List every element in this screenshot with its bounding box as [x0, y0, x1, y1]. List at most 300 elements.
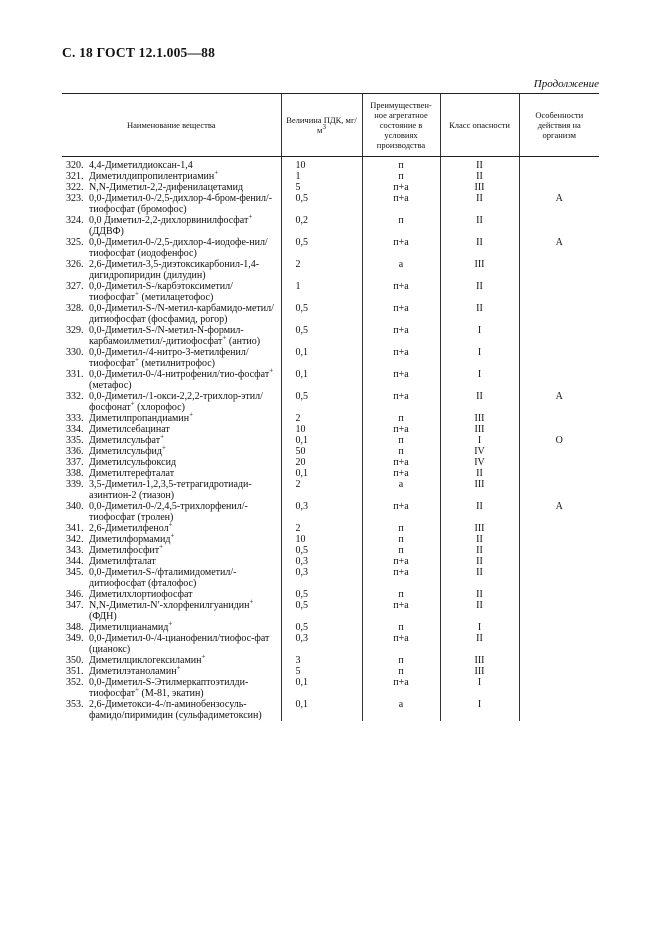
substance-entry	[66, 347, 277, 369]
row-number: 342.	[66, 534, 84, 545]
state-cell: а	[362, 699, 440, 721]
substance-entry	[66, 410, 277, 424]
hazard-class-cell: II	[440, 556, 519, 567]
column-header-features: Особенности действия на организм	[519, 94, 599, 157]
hazard-class-cell: I	[440, 699, 519, 721]
hazard-class-cell: II	[440, 193, 519, 215]
row-number: 328.	[66, 303, 84, 314]
column-header-name: Наименование вещества	[62, 94, 281, 157]
features-cell: А	[519, 501, 599, 523]
state-cell: п	[362, 655, 440, 666]
pdk-cell: 0,5	[281, 622, 362, 633]
pdk-cell: 0,3	[281, 556, 362, 567]
state-cell: п	[362, 622, 440, 633]
state-cell: п+а	[362, 677, 440, 699]
hazard-class-cell: I	[440, 325, 519, 347]
substance-entry	[66, 633, 277, 655]
substance-cell	[62, 168, 281, 182]
hazard-class-cell: II	[440, 468, 519, 479]
features-cell	[519, 281, 599, 303]
hazard-class-cell: II	[440, 545, 519, 556]
page-header: С. 18 ГОСТ 12.1.005—88	[62, 45, 216, 60]
features-cell	[519, 633, 599, 655]
substance-entry	[66, 567, 277, 589]
features-cell	[519, 545, 599, 556]
substance-cell	[62, 468, 281, 479]
row-number: 349.	[66, 633, 84, 644]
substance-cell	[62, 589, 281, 600]
pdk-cell: 3	[281, 655, 362, 666]
substance-entry	[66, 542, 277, 556]
substance-entry	[66, 589, 277, 600]
hazard-class-cell: I	[440, 369, 519, 391]
row-number: 339.	[66, 479, 84, 490]
features-cell	[519, 347, 599, 369]
features-cell	[519, 303, 599, 325]
substance-name: 0,0-Диметил-S-Этилмеркаптоэтилди-тиофосфат+ (М-81, экатин)	[89, 677, 249, 699]
features-cell	[519, 325, 599, 347]
row-number: 346.	[66, 589, 84, 600]
table-row	[62, 325, 599, 347]
state-cell: п	[362, 215, 440, 237]
table-row	[62, 391, 599, 413]
table-row	[62, 501, 599, 523]
substance-entry	[66, 193, 277, 215]
substance-entry	[66, 699, 277, 721]
row-number: 343.	[66, 545, 84, 556]
hazard-class-cell: III	[440, 182, 519, 193]
row-number: 341.	[66, 523, 84, 534]
substance-cell	[62, 542, 281, 556]
state-cell: п+а	[362, 369, 440, 391]
state-cell: п	[362, 589, 440, 600]
substance-cell	[62, 157, 281, 172]
pdk-cell: 1	[281, 281, 362, 303]
row-number: 326.	[66, 259, 84, 270]
features-cell	[519, 479, 599, 501]
substance-name: 2,6-Диметилфенол+	[89, 520, 173, 534]
state-cell: п	[362, 413, 440, 424]
pdk-cell: 2	[281, 523, 362, 534]
state-cell: п+а	[362, 347, 440, 369]
features-cell	[519, 171, 599, 182]
substance-cell	[62, 237, 281, 259]
substance-entry	[66, 432, 277, 446]
state-cell: п+а	[362, 457, 440, 468]
substance-cell	[62, 424, 281, 435]
table-row	[62, 171, 599, 182]
substance-entry	[66, 531, 277, 545]
state-cell: п+а	[362, 193, 440, 215]
features-cell: А	[519, 237, 599, 259]
state-cell: п+а	[362, 281, 440, 303]
substance-cell	[62, 619, 281, 633]
table-row	[62, 677, 599, 699]
state-cell: п+а	[362, 468, 440, 479]
pdk-cell: 0,3	[281, 633, 362, 655]
state-cell: а	[362, 259, 440, 281]
hazard-class-cell: III	[440, 666, 519, 677]
pdk-cell: 5	[281, 182, 362, 193]
substance-entry	[66, 259, 277, 281]
substance-cell	[62, 457, 281, 468]
hazard-class-cell: I	[440, 347, 519, 369]
substance-entry	[66, 168, 277, 182]
hazard-class-cell: II	[440, 215, 519, 237]
pdk-cell: 0,1	[281, 435, 362, 446]
state-cell: п	[362, 446, 440, 457]
substance-name: 0,0-Диметил-0-/4-цианофенил/тиофос-фат (цианокс)	[89, 633, 270, 655]
features-cell: А	[519, 193, 599, 215]
substance-cell	[62, 391, 281, 413]
table-row	[62, 666, 599, 677]
pdk-cell: 20	[281, 457, 362, 468]
pdk-cell: 5	[281, 666, 362, 677]
hazard-class-cell: IV	[440, 446, 519, 457]
features-cell	[519, 369, 599, 391]
substance-entry	[66, 457, 277, 468]
substance-cell	[62, 677, 281, 699]
substance-name: 2,6-Диметил-3,5-диэтоксикарбонил-1,4-дигидропиридин (дилудин)	[89, 259, 260, 281]
substance-cell	[62, 699, 281, 721]
substance-entry	[66, 663, 277, 677]
continuation-label: Продолжение	[533, 78, 599, 90]
table-row	[62, 182, 599, 193]
substance-name: Диметилсульфоксид	[89, 457, 177, 468]
pdk-cell: 0,3	[281, 501, 362, 523]
hazard-class-cell: II	[440, 600, 519, 622]
substance-cell	[62, 366, 281, 391]
table-row	[62, 622, 599, 633]
substance-name: Диметилдипропилентриамин+	[89, 168, 219, 182]
substance-name: 3,5-Диметил-1,2,3,5-тетрагидротиади-азинтион-2 (тиазон)	[89, 479, 252, 501]
row-number: 352.	[66, 677, 84, 688]
state-cell: п+а	[362, 237, 440, 259]
substance-name: Диметилтерефталат	[89, 468, 175, 479]
row-number: 338.	[66, 468, 84, 479]
state-cell: п+а	[362, 325, 440, 347]
row-number: 344.	[66, 556, 84, 567]
substance-cell	[62, 531, 281, 545]
state-cell: п	[362, 435, 440, 446]
hazard-class-cell: II	[440, 281, 519, 303]
hazard-class-cell: I	[440, 435, 519, 446]
pdk-cell: 50	[281, 446, 362, 457]
substance-entry	[66, 303, 277, 325]
hazard-class-cell: II	[440, 633, 519, 655]
substance-cell	[62, 567, 281, 589]
row-number: 336.	[66, 446, 84, 457]
table-row	[62, 589, 599, 600]
state-cell: а	[362, 479, 440, 501]
row-number: 327.	[66, 281, 84, 292]
features-cell	[519, 677, 599, 699]
substance-cell	[62, 212, 281, 237]
features-cell	[519, 600, 599, 622]
row-number: 331.	[66, 369, 84, 380]
substance-name: Диметилциклогексиламин+	[89, 652, 206, 666]
row-number: 345.	[66, 567, 84, 578]
state-cell: п+а	[362, 600, 440, 622]
features-cell	[519, 589, 599, 600]
table-row	[62, 600, 599, 622]
pdk-cell: 0,1	[281, 468, 362, 479]
substance-name: 0,0 Диметил-2,2-дихлорвинилфосфат+ (ДДВФ)	[89, 212, 253, 237]
substance-entry	[66, 325, 277, 347]
features-cell	[519, 424, 599, 435]
substance-name: Диметилхлортиофосфат	[89, 589, 193, 600]
hazard-class-cell: II	[440, 237, 519, 259]
row-number: 320.	[66, 160, 84, 171]
substance-cell	[62, 443, 281, 457]
features-cell	[519, 215, 599, 237]
pdk-cell: 2	[281, 479, 362, 501]
row-number: 337.	[66, 457, 84, 468]
state-cell: п	[362, 171, 440, 182]
row-number: 348.	[66, 622, 84, 633]
table-row	[62, 424, 599, 435]
table-row	[62, 633, 599, 655]
pdk-cell: 0,1	[281, 347, 362, 369]
hazard-class-cell: IV	[440, 457, 519, 468]
table-row	[62, 435, 599, 446]
features-cell	[519, 666, 599, 677]
features-cell: А	[519, 391, 599, 413]
table-row	[62, 457, 599, 468]
substance-cell	[62, 479, 281, 501]
pdk-cell: 0,3	[281, 567, 362, 589]
pdk-cell: 0,5	[281, 600, 362, 622]
table-row	[62, 281, 599, 303]
substance-entry	[66, 424, 277, 435]
substance-name: Диметилэтаноламин+	[89, 663, 181, 677]
hazard-class-cell: III	[440, 424, 519, 435]
pdk-cell: 0,1	[281, 369, 362, 391]
row-number: 330.	[66, 347, 84, 358]
row-number: 347.	[66, 600, 84, 611]
row-number: 353.	[66, 699, 84, 710]
substance-cell	[62, 663, 281, 677]
substance-cell	[62, 281, 281, 303]
hazard-class-cell: II	[440, 589, 519, 600]
hazard-class-cell: II	[440, 501, 519, 523]
table-row	[62, 545, 599, 556]
substance-name: Диметилсульфат+	[89, 432, 165, 446]
row-number: 340.	[66, 501, 84, 512]
substance-name: Диметилформамид+	[89, 531, 175, 545]
substances-table	[62, 93, 599, 721]
state-cell: п+а	[362, 391, 440, 413]
substance-entry	[66, 468, 277, 479]
table-row	[62, 259, 599, 281]
substance-entry	[66, 556, 277, 567]
substance-entry	[66, 391, 277, 413]
hazard-class-cell: I	[440, 677, 519, 699]
row-number: 332.	[66, 391, 84, 402]
hazard-class-cell: I	[440, 622, 519, 633]
state-cell: п	[362, 534, 440, 545]
hazard-class-cell: II	[440, 567, 519, 589]
state-cell: п+а	[362, 556, 440, 567]
features-cell	[519, 446, 599, 457]
substance-entry	[66, 212, 277, 237]
substance-name: Диметилфосфит+	[89, 542, 164, 556]
substance-name: Диметилпропандиамин+	[89, 410, 194, 424]
state-cell: п+а	[362, 501, 440, 523]
pdk-cell: 10	[281, 157, 362, 172]
table-row	[62, 534, 599, 545]
hazard-class-cell: II	[440, 534, 519, 545]
table-row	[62, 157, 599, 172]
substance-cell	[62, 432, 281, 446]
row-number: 325.	[66, 237, 84, 248]
pdk-cell: 10	[281, 534, 362, 545]
pdk-cell: 0,5	[281, 303, 362, 325]
row-number: 329.	[66, 325, 84, 336]
features-cell	[519, 413, 599, 424]
table-row	[62, 468, 599, 479]
substance-name: 0,0-Диметил-S-/N-метил-карбамидо-метил/дитиофосфат (фосфамид, рогор)	[89, 303, 274, 325]
features-cell	[519, 699, 599, 721]
substance-cell	[62, 303, 281, 325]
substance-name: 0,0-Диметил-/4-нитро-3-метилфенил/тиофосфат+ (метилнитрофос)	[89, 347, 249, 369]
table-row	[62, 699, 599, 721]
row-number: 324.	[66, 215, 84, 226]
features-cell	[519, 567, 599, 589]
substance-name: 0,0-Диметил-0-/2,4,5-трихлорфенил/-тиофосфат (тролен)	[89, 501, 248, 523]
pdk-cell: 0,5	[281, 237, 362, 259]
features-cell	[519, 556, 599, 567]
features-cell	[519, 523, 599, 534]
table-row	[62, 303, 599, 325]
row-number: 323.	[66, 193, 84, 204]
features-cell	[519, 622, 599, 633]
substance-entry	[66, 443, 277, 457]
table-row	[62, 523, 599, 534]
table-row	[62, 567, 599, 589]
pdk-cell: 0,5	[281, 545, 362, 556]
substance-entry	[66, 281, 277, 303]
substance-name: 0,0-Диметил-0-/2,5-дихлор-4-бром-фенил/-тиофосфат (бромофос)	[89, 193, 273, 215]
table-row	[62, 369, 599, 391]
substance-name: 4,4-Диметилдиоксан-1,4	[89, 160, 193, 171]
substance-name: Диметилфталат	[89, 556, 156, 567]
table-row	[62, 479, 599, 501]
substance-entry	[66, 160, 277, 171]
substance-cell	[62, 325, 281, 347]
table-row	[62, 215, 599, 237]
substance-entry	[66, 182, 277, 193]
pdk-cell: 0,5	[281, 193, 362, 215]
substance-cell	[62, 652, 281, 666]
hazard-class-cell: II	[440, 171, 519, 182]
features-cell	[519, 182, 599, 193]
row-number: 322.	[66, 182, 84, 193]
row-number: 335.	[66, 435, 84, 446]
state-cell: п+а	[362, 633, 440, 655]
hazard-class-cell: III	[440, 523, 519, 534]
table-row	[62, 446, 599, 457]
pdk-cell: 0,2	[281, 215, 362, 237]
features-cell	[519, 457, 599, 468]
substance-entry	[66, 677, 277, 699]
table-row	[62, 556, 599, 567]
column-header-pdk: Величина ПДК, $мг/м^3$	[281, 94, 362, 157]
features-cell	[519, 259, 599, 281]
features-cell: О	[519, 435, 599, 446]
pdk-cell: 0,5	[281, 391, 362, 413]
substance-cell	[62, 182, 281, 193]
state-cell: п+а	[362, 182, 440, 193]
substance-name: 0,0-Диметил-S-/фталимидометил/-дитиофосфат (фталофос)	[89, 567, 237, 589]
row-number: 351.	[66, 666, 84, 677]
substance-name: 0,0-Диметил-S-/карбэтоксиметил/тиофосфат+ (метилацетофос)	[89, 281, 233, 303]
substance-name: 0,0-Диметил-0-/2,5-дихлор-4-иодофе-нил/тиофосфат (иодофенфос)	[89, 237, 268, 259]
row-number: 350.	[66, 655, 84, 666]
substance-entry	[66, 652, 277, 666]
substance-cell	[62, 633, 281, 655]
hazard-class-cell: III	[440, 655, 519, 666]
column-header-class: Класс опасности	[440, 94, 519, 157]
pdk-cell: 0,1	[281, 699, 362, 721]
hazard-class-cell: II	[440, 391, 519, 413]
pdk-cell: 0,5	[281, 589, 362, 600]
substance-name: 0,0-Диметил-0-/4-нитрофенил/тио-фосфат+ (метафос)	[89, 366, 274, 391]
substance-entry	[66, 479, 277, 501]
state-cell: п	[362, 666, 440, 677]
features-cell	[519, 534, 599, 545]
table-row	[62, 347, 599, 369]
row-number: 321.	[66, 171, 84, 182]
substance-name: 0,0-Диметил-/1-окси-2,2,2-трихлор-этил/фосфонат+ (хлорофос)	[89, 391, 263, 413]
column-header-state: Преимуществен-ное агрегатное состояние в условиях производства	[362, 94, 440, 157]
state-cell: п+а	[362, 424, 440, 435]
features-cell	[519, 655, 599, 666]
pdk-cell: 2	[281, 259, 362, 281]
substance-entry	[66, 366, 277, 391]
hazard-class-cell: II	[440, 157, 519, 172]
state-cell: п	[362, 545, 440, 556]
state-cell: п+а	[362, 567, 440, 589]
substance-cell	[62, 556, 281, 567]
row-number: 334.	[66, 424, 84, 435]
features-cell	[519, 157, 599, 172]
features-cell	[519, 468, 599, 479]
substance-name: Диметилсульфид+	[89, 443, 166, 457]
pdk-cell: 1	[281, 171, 362, 182]
hazard-class-cell: III	[440, 413, 519, 424]
state-cell: п+а	[362, 303, 440, 325]
substance-name: Диметилсебацинат	[89, 424, 170, 435]
table-row	[62, 413, 599, 424]
pdk-cell: 0,5	[281, 325, 362, 347]
hazard-class-cell: II	[440, 303, 519, 325]
state-cell: п	[362, 157, 440, 172]
substance-name: 2,6-Диметокси-4-/п-аминобензосуль-фамидо/пиримидин (сульфадиметоксин)	[89, 699, 262, 721]
hazard-class-cell: III	[440, 479, 519, 501]
pdk-cell: 0,1	[281, 677, 362, 699]
substance-name: N,N-Диметил-N′-хлорфенилгуанидин+ (ФДН)	[89, 597, 254, 622]
row-number: 333.	[66, 413, 84, 424]
substance-name: Диметилцианамид+	[89, 619, 173, 633]
substance-entry	[66, 237, 277, 259]
substance-cell	[62, 259, 281, 281]
table-row	[62, 655, 599, 666]
substance-cell	[62, 347, 281, 369]
state-cell: п	[362, 523, 440, 534]
table-row	[62, 193, 599, 215]
hazard-class-cell: III	[440, 259, 519, 281]
